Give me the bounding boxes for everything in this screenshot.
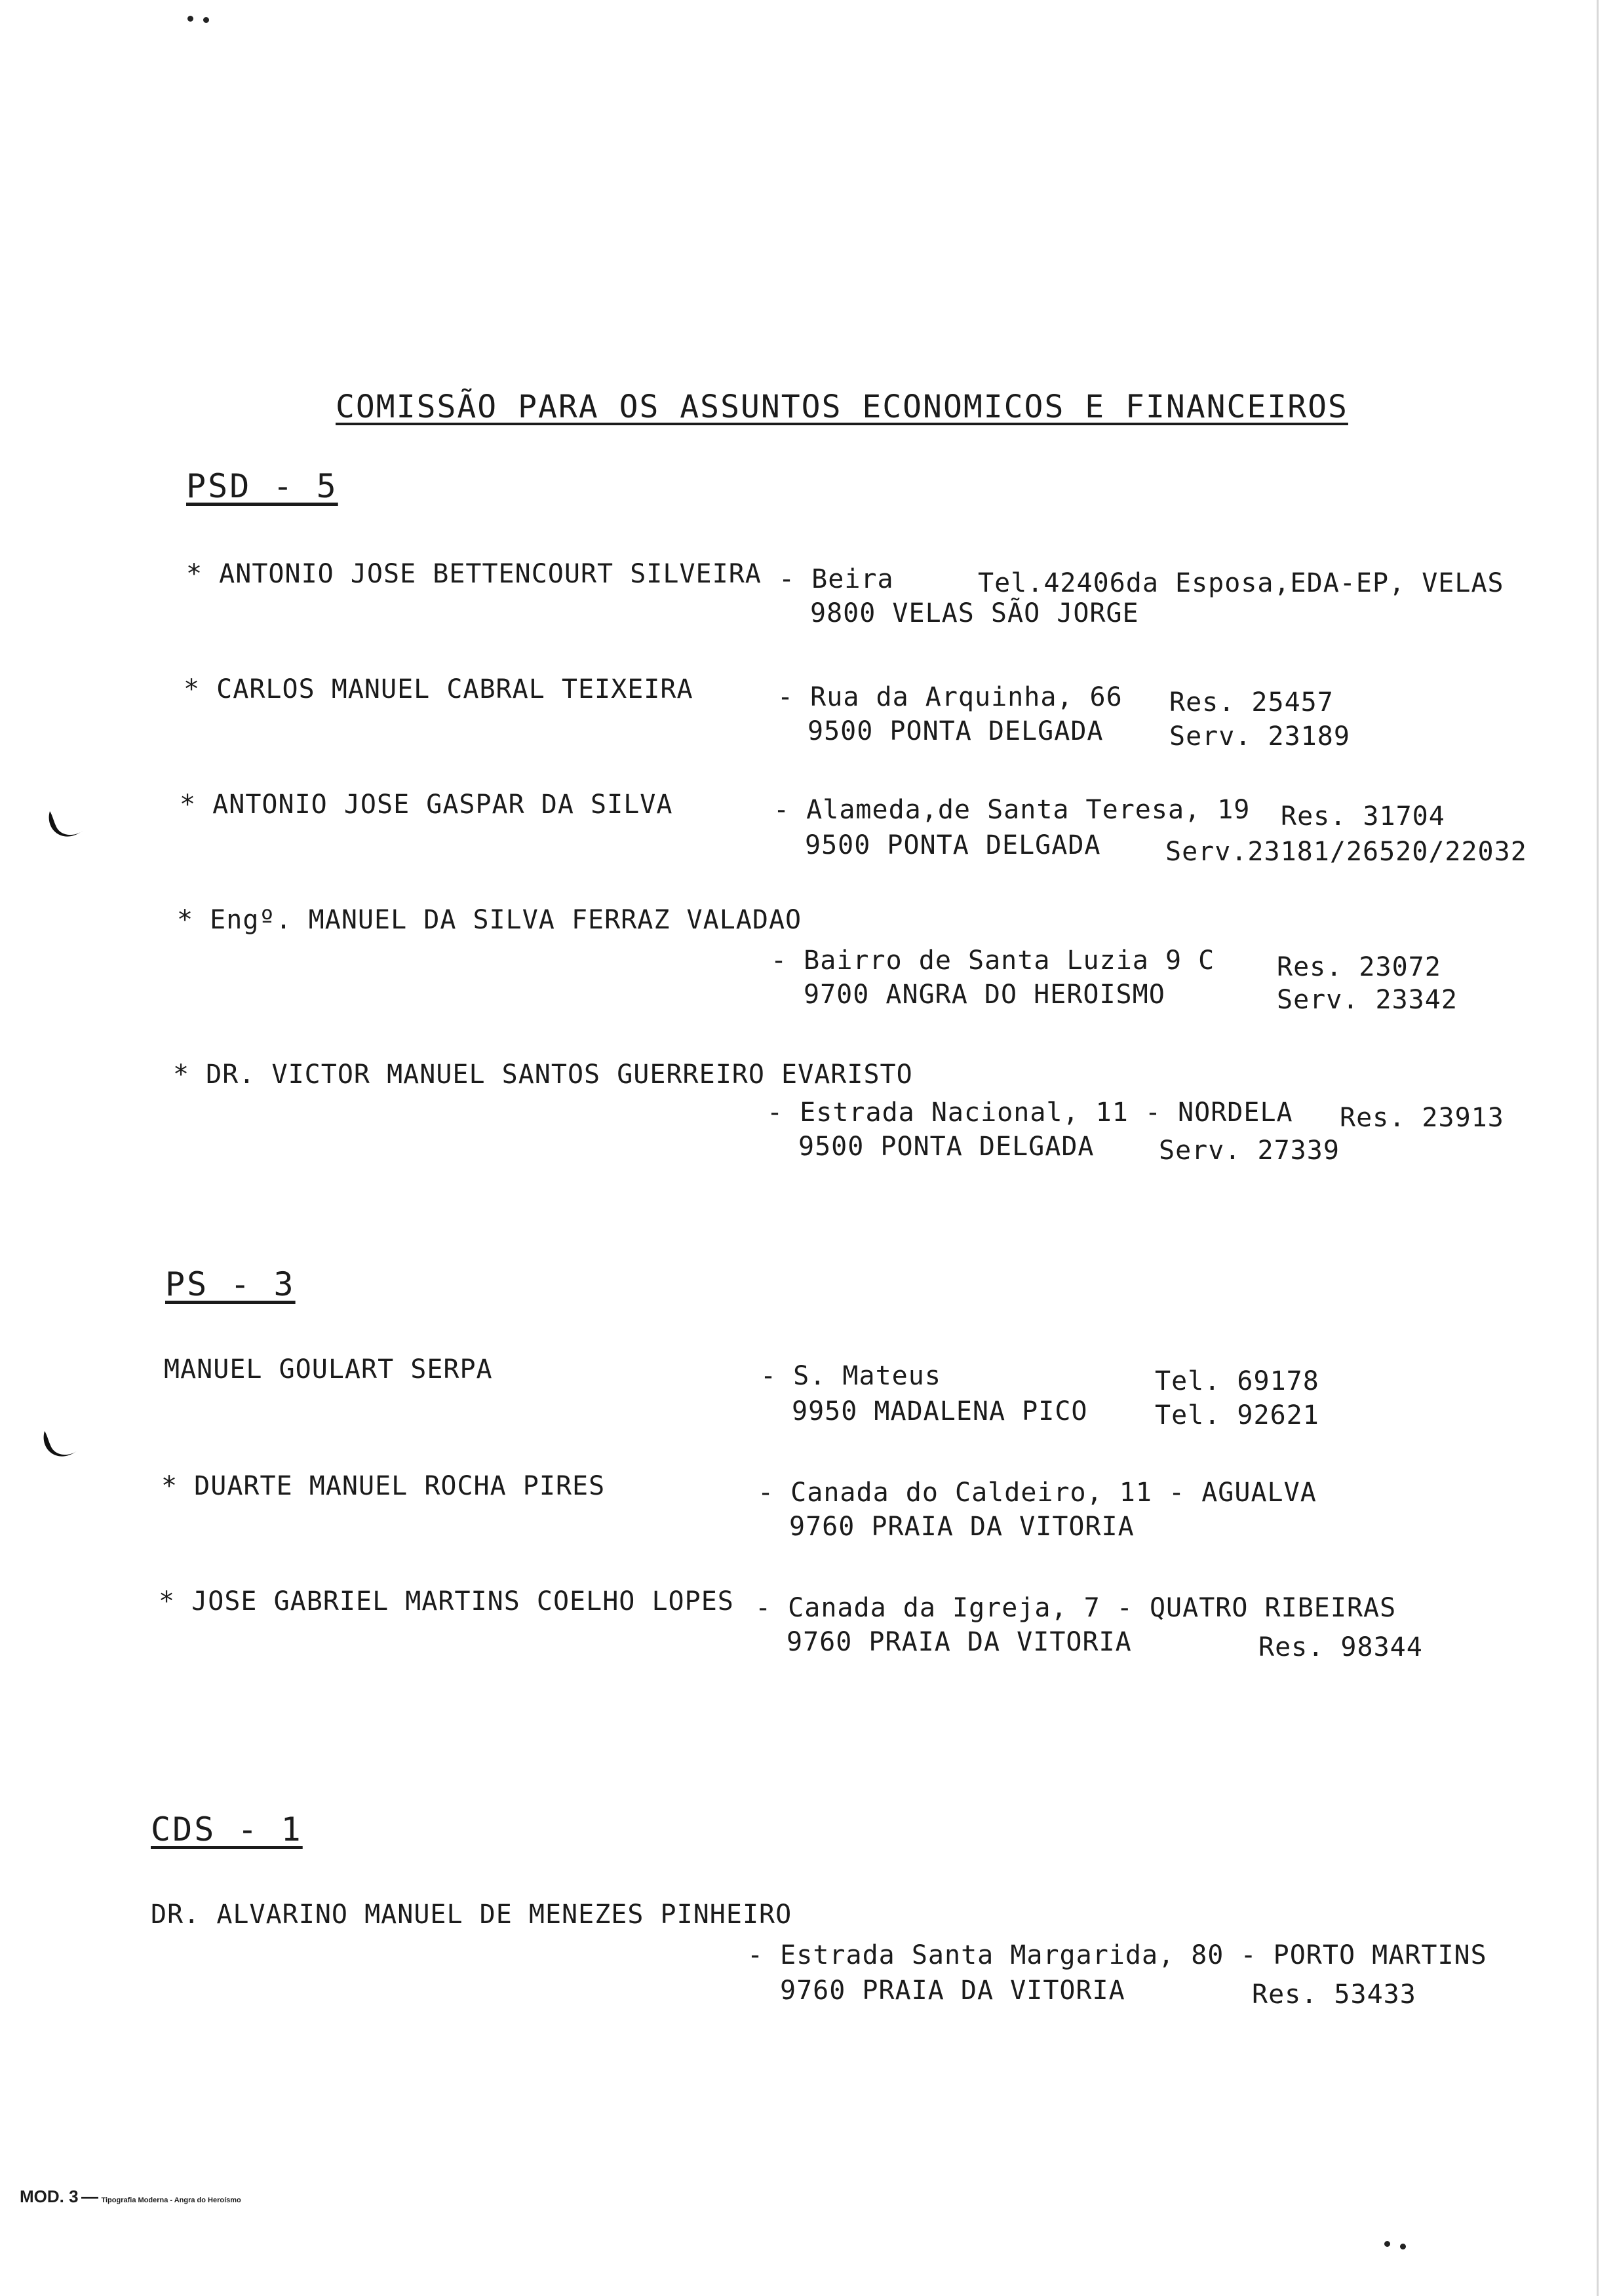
member-phone2: Res. 98344 xyxy=(1258,1632,1423,1662)
member-name: * Engº. MANUEL DA SILVA FERRAZ VALADAO xyxy=(177,905,802,935)
member-address-line1: - Estrada Santa Margarida, 80 - PORTO MARTINS xyxy=(747,1940,1487,1970)
member-address-line1: - Canada da Igreja, 7 - QUATRO RIBEIRAS xyxy=(755,1593,1397,1623)
member-name: * DR. VICTOR MANUEL SANTOS GUERREIRO EVARISTO xyxy=(173,1060,913,1090)
page-edge xyxy=(1597,0,1599,2296)
member-address-line1: - Rua da Arquinha, 66 xyxy=(777,682,1123,712)
member-phone1: Res. 23072 xyxy=(1277,952,1441,982)
speck-top-2 xyxy=(203,17,209,23)
punch-hole-mark-upper xyxy=(43,803,89,849)
member-address-line1: - Bairro de Santa Luzia 9 C xyxy=(771,946,1215,976)
member-phone1: Tel. 69178 xyxy=(1155,1366,1319,1396)
form-code: MOD. 3 xyxy=(20,2187,79,2206)
member-address-line2: 9760 PRAIA DA VITORIA xyxy=(787,1627,1132,1657)
printer-footer xyxy=(20,2187,241,2207)
member-address-line2: 9800 VELAS SÃO JORGE xyxy=(810,598,1139,628)
speck-top-1 xyxy=(187,16,193,22)
page-title: COMISSÃO PARA OS ASSUNTOS ECONOMICOS E FINANCEIROS xyxy=(336,389,1348,425)
member-phone2: Tel. 92621 xyxy=(1155,1400,1319,1430)
member-phone1: Res. 25457 xyxy=(1169,687,1334,718)
member-name: * DUARTE MANUEL ROCHA PIRES xyxy=(161,1471,606,1501)
member-address-line1: - Alameda,de Santa Teresa, 19 xyxy=(773,795,1251,825)
member-address-line2: 9500 PONTA DELGADA xyxy=(808,716,1104,746)
speck-bottom-1 xyxy=(1384,2241,1390,2247)
member-address-line1: - Canada do Caldeiro, 11 - AGUALVA xyxy=(758,1478,1317,1508)
speck-bottom-2 xyxy=(1400,2244,1406,2249)
member-phone2: Serv. 23189 xyxy=(1169,721,1350,752)
member-name: * ANTONIO JOSE BETTENCOURT SILVEIRA xyxy=(186,559,762,589)
member-address-line2: 9760 PRAIA DA VITORIA xyxy=(789,1512,1135,1542)
member-address-line2: 9700 ANGRA DO HEROISMO xyxy=(804,980,1165,1010)
printer-name: Tipografia Moderna - Angra do Heroísmo xyxy=(101,2196,241,2204)
party-heading-psd: PSD - 5 xyxy=(186,467,338,505)
member-name: * ANTONIO JOSE GASPAR DA SILVA xyxy=(180,790,673,820)
member-address-line1: - Beira xyxy=(779,564,894,594)
member-phone2: Serv. 23342 xyxy=(1277,985,1458,1015)
member-name: MANUEL GOULART SERPA xyxy=(164,1354,493,1385)
member-phone1: Res. 23913 xyxy=(1340,1103,1504,1133)
member-address-line1: - Estrada Nacional, 11 - NORDELA xyxy=(767,1098,1293,1128)
member-address-line1: - S. Mateus xyxy=(760,1361,941,1391)
member-phone2: Serv. 27339 xyxy=(1159,1136,1340,1166)
member-address-line2: 9760 PRAIA DA VITORIA xyxy=(780,1976,1125,2006)
member-phone1: Tel.42406da Esposa,EDA-EP, VELAS xyxy=(978,568,1504,598)
member-name: * CARLOS MANUEL CABRAL TEIXEIRA xyxy=(184,674,693,704)
party-heading-ps: PS - 3 xyxy=(165,1265,296,1303)
member-address-line2: 9500 PONTA DELGADA xyxy=(805,830,1101,860)
member-phone2: Res. 53433 xyxy=(1252,1980,1416,2010)
member-name: * JOSE GABRIEL MARTINS COELHO LOPES xyxy=(159,1586,734,1617)
member-phone1: Res. 31704 xyxy=(1281,801,1445,832)
member-address-line2: 9500 PONTA DELGADA xyxy=(798,1132,1095,1162)
member-name: DR. ALVARINO MANUEL DE MENEZES PINHEIRO xyxy=(151,1900,792,1930)
party-heading-cds: CDS - 1 xyxy=(151,1810,303,1848)
member-phone2: Serv.23181/26520/22032 xyxy=(1165,837,1527,867)
member-address-line2: 9950 MADALENA PICO xyxy=(792,1396,1088,1426)
footer-dash: — xyxy=(81,2187,99,2206)
punch-hole-mark-lower xyxy=(38,1423,84,1469)
